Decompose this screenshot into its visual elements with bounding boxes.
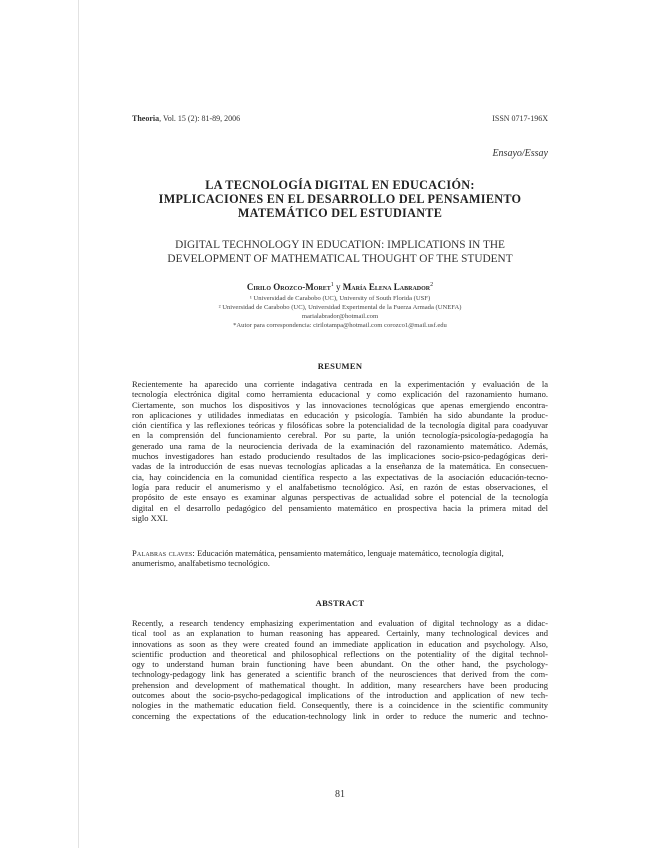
resumen-line: Recientemente ha aparecido una corriente indagativa centrada en la experimentación y evaluación de la <box>132 379 548 389</box>
title-spanish <box>132 178 548 221</box>
resumen-line: tecnología electrónica digital como herramienta educacional y como explicación del razonamiento humano. <box>132 389 548 400</box>
title-es-line: LA TECNOLOGÍA DIGITAL EN EDUCACIÓN: <box>205 178 475 192</box>
affiliation-1: ¹ Universidad de Carabobo (UC), University of South Florida (USF) <box>249 295 431 302</box>
title-english <box>132 238 548 267</box>
journal-citation <box>132 114 240 123</box>
abstract-line: innovations as soon as they were created found an immediate application in education and psychology. Also, <box>132 638 548 649</box>
resumen-line: logía para reducir el anumerismo y el analfabetismo tecnológico. Así, en razón de estas observaciones, el <box>132 481 548 492</box>
title-en-line: DIGITAL TECHNOLOGY IN EDUCATION: IMPLICATIONS IN THE <box>175 239 505 251</box>
keywords <box>132 548 548 569</box>
resumen-line: en la comprensión del funcionamiento cerebral. Por su parte, la unión tecnología-psicología-pedagogía ha <box>132 430 548 441</box>
author-2: María Elena Labrador <box>342 282 431 292</box>
abstract-line: scientific production and theoretical and philosophical reflections on the potentiality of the digital technol- <box>132 648 548 659</box>
resumen-line: propósito de este ensayo es examinar algunas perspectivas de actualidad sobre el potencial de la tecnología <box>132 492 548 503</box>
abstract-line: concerning the expectations of the education-technology link in order to reduce the numeric and techno- <box>132 710 548 721</box>
section-type: Ensayo/Essay <box>492 148 548 159</box>
resumen-heading: RESUMEN <box>317 361 363 371</box>
author-1-affiliation-mark: 1 <box>330 282 334 288</box>
keywords-line: anumerismo, analfabetismo tecnológico. <box>132 558 270 569</box>
title-es-line: MATEMÁTICO DEL ESTUDIANTE <box>237 206 443 221</box>
abstract-line: tical tool as an explanation to human reasoning has appeared. Certainly, many technological devices and <box>132 628 548 639</box>
author-2-affiliation-mark: 2 <box>430 282 434 288</box>
author-1: Cirilo Orozco-Moret <box>246 282 331 292</box>
abstract-line: nologies in the mathematic education field. Consequently, there is a coincidence in the scientific community <box>132 700 548 711</box>
keywords-label: Palabras claves: <box>132 548 195 558</box>
author-email: marialabrador@hotmail.com <box>301 313 379 320</box>
resumen-line: cia, hay coincidencia en la comunidad científica respecto a las expectativas de la asociación educación-tecno- <box>132 471 548 482</box>
resumen-line: generado una rama de la neurociencia derivada de la examinación del razonamiento matemático. Además, <box>132 440 548 451</box>
authors <box>132 282 548 292</box>
resumen-line: muchos investigadores han estado produciendo resultados de las implicaciones socio-psico-pedagógicas deri- <box>132 451 548 462</box>
journal-name: Theoria <box>132 114 160 123</box>
resumen-line: ción científica y las reflexiones teóricas y filosóficas sobre la potencialidad de la tecnología digital para coadyuvar <box>132 420 548 431</box>
abstract-line: outcomes about the socio-psycho-pedagogical implications of the introduction and application of new tech- <box>132 690 548 701</box>
abstract-line: Recently, a research tendency emphasizing experimentation and evaluation of digital technology as a didac- <box>132 618 548 628</box>
abstract-line: technology-pedagogy link has generated a scientific branch of the neurosciences that derived from the com- <box>132 669 548 680</box>
page-edge-line <box>78 0 79 848</box>
resumen-line: vadas de la introducción de esas nuevas tecnologías aplicadas a la enseñanza de la matemática. En consecuen- <box>132 461 548 472</box>
abstract-line: prehension and development of mathematical thought. In addition, many researchers have been producing <box>132 679 548 690</box>
affiliation-2: ² Universidad de Carabobo (UC), Universidad Experimental de la Fuerza Armada (UNEFA) <box>218 304 462 311</box>
issn: ISSN 0717-196X <box>492 114 548 123</box>
resumen-line: digital en el desarrollo pedagógico del pensamiento matemático en prospectiva hacia la primera mitad del <box>132 502 548 513</box>
resumen-line: ron aplicaciones y utilidades inmediatas en educación y psicología. También ha sido abundante la produc- <box>132 409 548 420</box>
article-page <box>132 0 548 848</box>
abstract-line: ogy to understand human brain functioning have been abundant. On the other hand, the psychology- <box>132 659 548 670</box>
resumen-body <box>132 379 548 523</box>
keywords-line <box>132 548 548 558</box>
correspondence: *Autor para correspondencia: cirilotampa@hotmail.com corozco1@mail.usf.edu <box>233 322 447 329</box>
resumen-line: Ciertamente, son muchos los dispositivos y las innovaciones tecnológicas que apenas emergiendo encontra- <box>132 399 548 410</box>
abstract-body <box>132 618 548 721</box>
page-number: 81 <box>335 789 345 800</box>
abstract-heading: ABSTRACT <box>315 598 365 608</box>
title-en-line: DEVELOPMENT OF MATHEMATICAL THOUGHT OF THE STUDENT <box>167 253 513 266</box>
author-conjunction: y <box>333 282 343 292</box>
volume-info: , Vol. 15 (2): 81-89, 2006 <box>159 114 241 123</box>
keywords-text: Educación matemática, pensamiento matemático, lenguaje matemático, tecnología digital, <box>194 548 504 558</box>
resumen-line: siglo XXI. <box>132 512 168 523</box>
title-es-line: IMPLICACIONES EN EL DESARROLLO DEL PENSAMIENTO <box>158 192 522 207</box>
